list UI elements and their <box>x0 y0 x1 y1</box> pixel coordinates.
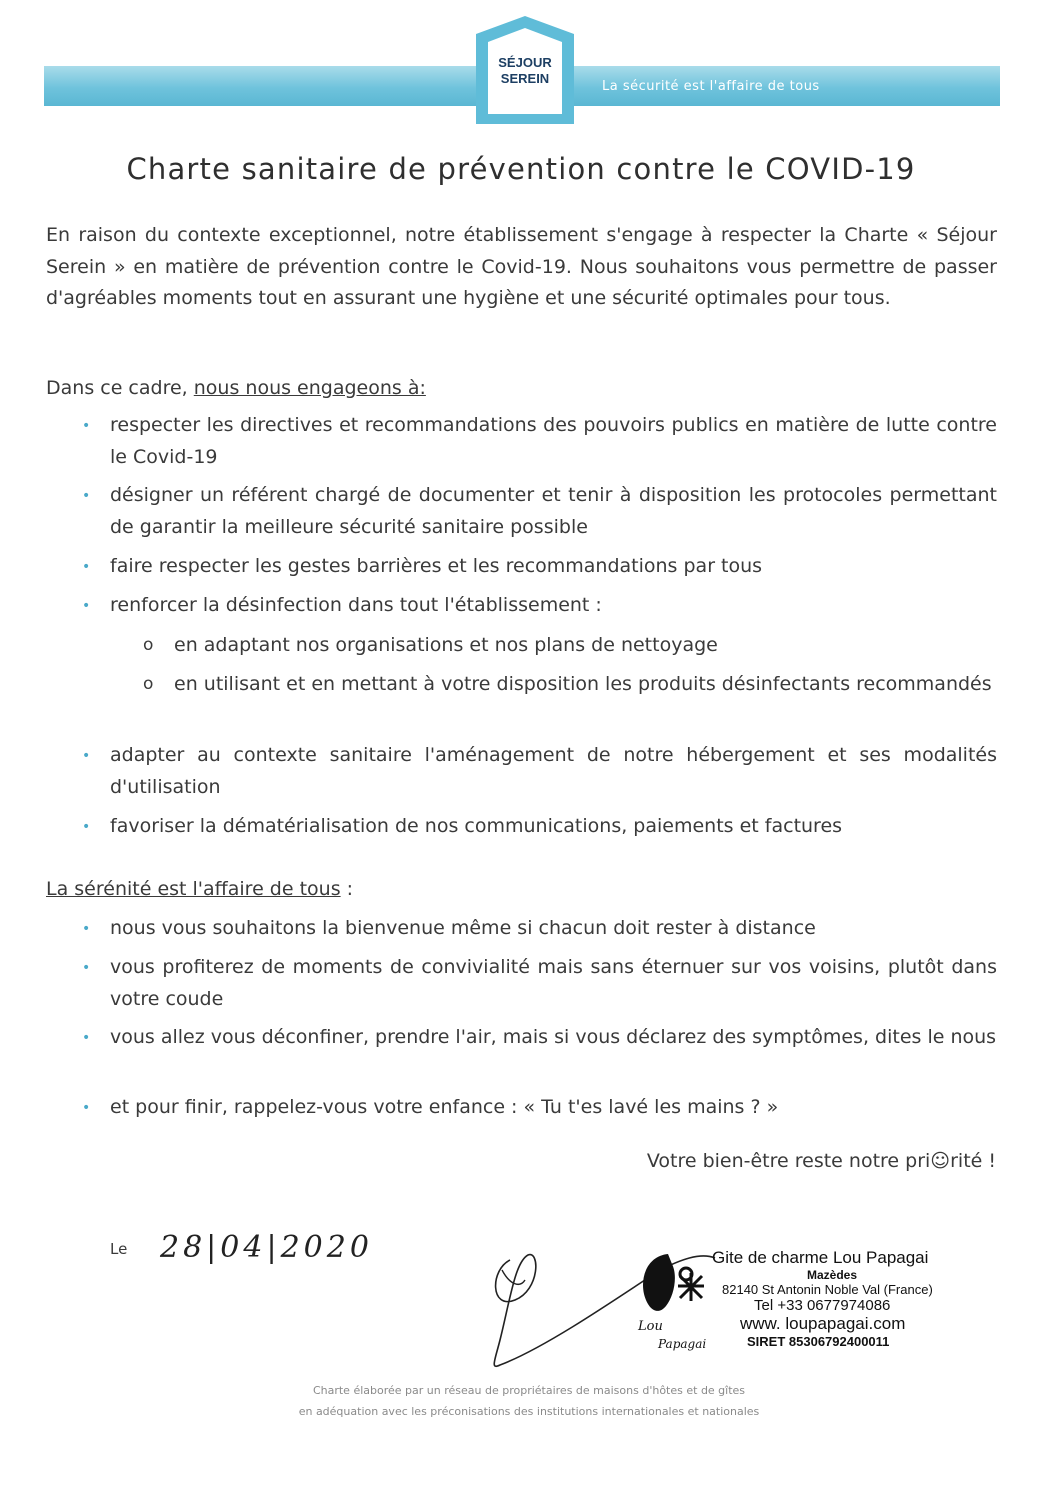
engagements-lead: Dans ce cadre, <box>46 377 188 399</box>
date-label: Le <box>110 1240 128 1258</box>
sejour-serein-logo <box>474 14 576 126</box>
bullet-icon: • <box>82 1030 91 1046</box>
bullet-icon: • <box>82 748 91 764</box>
stamp-tel: Tel +33 0677974086 <box>754 1297 891 1314</box>
stamp-siret: SIRET 85306792400011 <box>747 1334 890 1349</box>
logo-line-2: SEREIN <box>500 71 550 86</box>
footer-line-2: en adéquation avec les préconisations des institutions internationales et nationales <box>298 1405 760 1418</box>
stamp-logo-word1: Lou <box>638 1319 663 1334</box>
serenite-item: vous allez vous déconfiner, prendre l'air, mais si vous déclarez des symptômes, dites le nous <box>110 1026 997 1048</box>
closing-line: Votre bien-être reste notre pri☺rité ! <box>646 1150 996 1172</box>
serenite-item: vous profiterez de moments de convivialité mais sans éternuer sur vos voisins, plutôt dans votre coude <box>110 956 997 1010</box>
engagement-item: favoriser la dématérialisation de nos communications, paiements et factures <box>110 815 843 837</box>
parrot-logo-icon <box>628 1246 714 1356</box>
bullet-icon: • <box>82 559 91 575</box>
serenite-heading <box>46 874 997 906</box>
handwritten-date: 28|04|2020 <box>160 1230 373 1265</box>
stamp-web: www. loupapagai.com <box>740 1314 906 1333</box>
stamp-address: 82140 St Antonin Noble Val (France) <box>722 1282 933 1297</box>
bullet-icon: • <box>82 418 91 434</box>
logo-line-1: SÉJOUR <box>498 55 552 70</box>
bullet-icon: • <box>82 921 91 937</box>
engagement-item: renforcer la désinfection dans tout l'établissement : <box>110 594 602 616</box>
stamp-place: Mazèdes <box>807 1268 858 1282</box>
engagement-item: désigner un référent chargé de documenter et tenir à disposition les protocoles permettant de garantir la meilleure sécurité sanitaire possible <box>110 484 997 538</box>
serenite-item: et pour finir, rappelez-vous votre enfance : « Tu t'es lavé les mains ? » <box>110 1096 779 1118</box>
engagement-subitem: en adaptant nos organisations et nos plans de nettoyage <box>174 634 718 656</box>
serenite-heading-underlined: La sérénité est l'affaire de tous <box>46 878 341 900</box>
footer-line-1: Charte élaborée par un réseau de propriétaires de maisons d'hôtes et de gîtes <box>312 1384 746 1397</box>
banner-tagline: La sécurité est l'affaire de tous <box>602 79 820 94</box>
bullet-icon: • <box>82 598 91 614</box>
circle-bullet-icon: o <box>143 674 154 694</box>
serenite-item: nous vous souhaitons la bienvenue même si chacun doit rester à distance <box>110 917 816 939</box>
engagement-item: respecter les directives et recommandations des pouvoirs publics en matière de lutte contre le Covid-19 <box>110 414 997 468</box>
engagements-heading-underlined: nous nous engageons à: <box>193 377 426 399</box>
stamp-logo-word2: Papagai <box>658 1337 707 1351</box>
bullet-icon: • <box>82 1100 91 1116</box>
circle-bullet-icon: o <box>143 635 154 655</box>
engagement-item: adapter au contexte sanitaire l'aménagement de notre hébergement et ses modalités d'utilisation <box>110 744 997 798</box>
business-stamp <box>712 1248 972 1349</box>
stamp-name: Gite de charme Lou Papagai <box>712 1248 929 1267</box>
logo-house-shape <box>474 14 576 126</box>
engagement-subitem: en utilisant et en mettant à votre disposition les produits désinfectants recommandés <box>174 673 992 695</box>
serenite-colon: : <box>340 878 354 900</box>
engagement-item: faire respecter les gestes barrières et les recommandations par tous <box>110 555 763 577</box>
engagements-heading <box>46 373 997 405</box>
page-title: Charte sanitaire de prévention contre le COVID-19 <box>126 152 916 186</box>
bullet-icon: • <box>82 819 91 835</box>
intro-paragraph: En raison du contexte exceptionnel, notre établissement s'engage à respecter la Charte « Séjour Serein » en matière de prévention contre le Covid-19. Nous souhaitons vous permettre de passer d'agréables moments tout en assurant une hygiène et une sécurité optimales pour tous. <box>46 224 997 309</box>
bullet-icon: • <box>82 488 91 504</box>
bullet-icon: • <box>82 960 91 976</box>
